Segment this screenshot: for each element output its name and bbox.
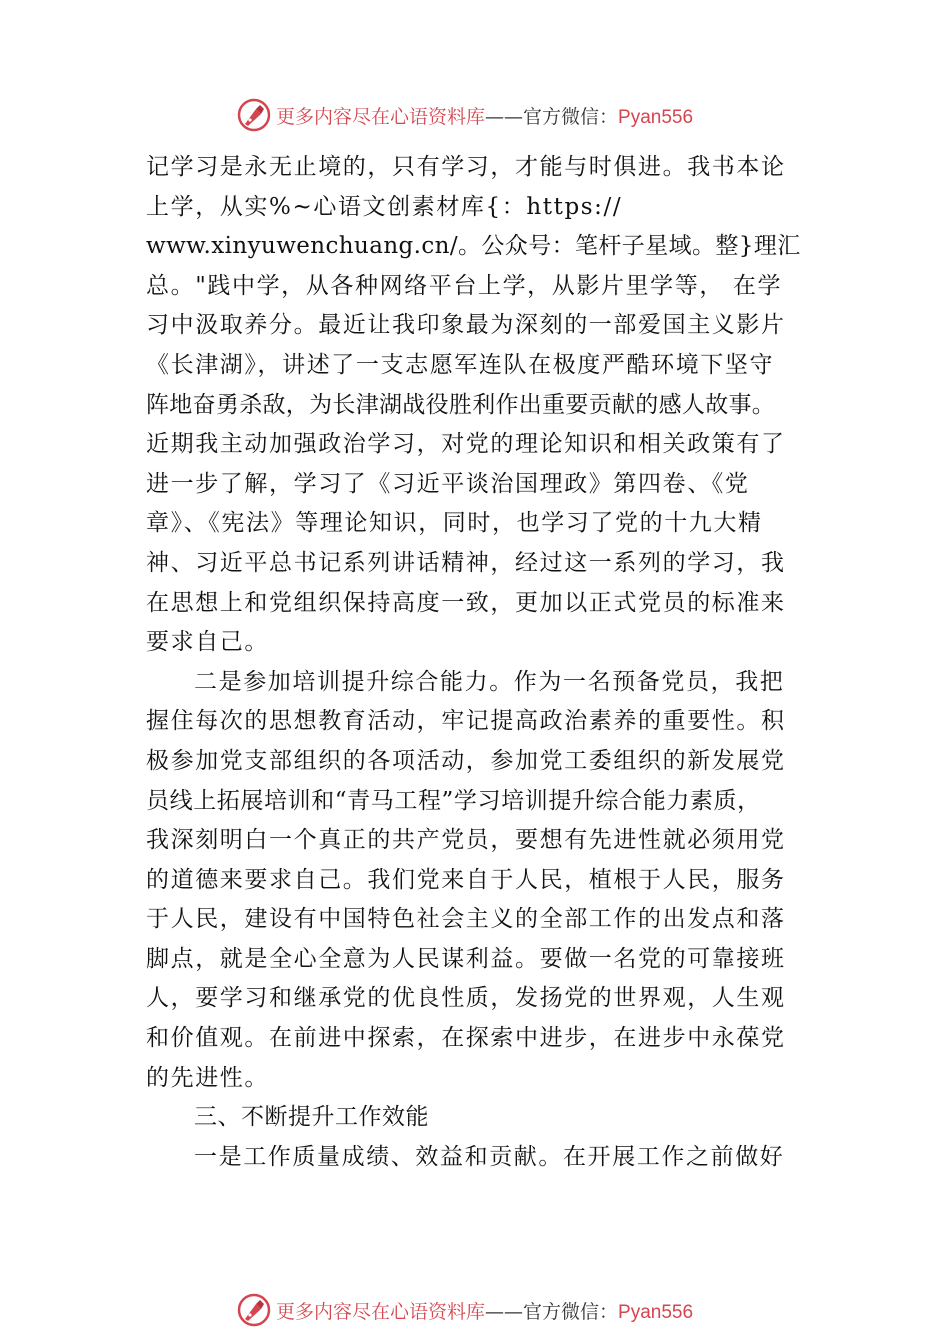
footer-banner — [236, 1290, 756, 1330]
header-title: 更多内容尽在心语资料库 — [276, 105, 486, 128]
body-line: 我深刻明白一个真正的共产党员，要想有先进性就必须用党 — [146, 827, 786, 854]
footer-wechat-label: 官方微信： — [523, 1300, 619, 1323]
body-line: 章》、《宪法》等理论知识，同时，也学习了党的十九大精 — [146, 510, 763, 537]
body-line: 的先进性。 — [146, 1064, 269, 1091]
header-banner — [236, 95, 756, 135]
header-wechat-label: 官方微信： — [523, 105, 619, 128]
body-line: 于人民，建设有中国特色社会主义的全部工作的出发点和落 — [146, 906, 786, 933]
body-line: 脚点，就是全心全意为人民谋利益。要做一名党的可靠接班 — [146, 945, 786, 972]
body-line: 总。"践中学，从各种网络平台上学，从影片里学等， 在学 — [146, 272, 783, 299]
pen-nib-icon — [236, 1292, 272, 1328]
body-line: 和价值观。在前进中探索，在探索中进步，在进步中永葆党 — [146, 1025, 786, 1052]
body-line: 上学，从实%~心语文创素材库{：https:// — [146, 193, 623, 220]
body-line: 的道德来要求自己。我们党来自于人民，植根于人民，服务 — [146, 866, 786, 893]
section-heading: 三、不断提升工作效能 — [194, 1104, 429, 1131]
body-line: 阵地奋勇杀敌，为长津湖战役胜利作出重要贡献的感人故事。 — [146, 391, 776, 418]
footer-title: 更多内容尽在心语资料库 — [276, 1300, 486, 1323]
body-line: 要求自己。 — [146, 629, 269, 656]
pen-nib-icon — [236, 97, 272, 133]
header-wechat-id: Pyan556 — [618, 106, 694, 128]
body-line: 极参加党支部组织的各项活动，参加党工委组织的新发展党 — [146, 747, 786, 774]
paragraph-start-line: 二是参加培训提升综合能力。作为一名预备党员，我把 — [194, 668, 785, 695]
body-line: 《长津湖》，讲述了一支志愿军连队在极度严酷环境下坚守 — [146, 351, 775, 378]
body-line: 记学习是永无止境的，只有学习，才能与时俱进。我书本论 — [146, 154, 786, 180]
footer-text — [276, 1297, 693, 1324]
header-dash: —— — [485, 105, 524, 128]
footer-dash: —— — [485, 1300, 524, 1323]
body-line: 员线上拓展培训和“青马工程”学习培训提升综合能力素质， — [146, 787, 761, 814]
body-line: www.xinyuwenchuang.cn/。公众号：笔杆子星域。整}理汇 — [146, 233, 801, 260]
body-line: 在思想上和党组织保持高度一致，更加以正式党员的标准来 — [146, 589, 786, 616]
body-line: 人，要学习和继承党的优良性质，发扬党的世界观，人生观 — [146, 985, 786, 1012]
body-line: 神、习近平总书记系列讲话精神，经过这一系列的学习，我 — [146, 549, 786, 576]
body-line: 近期我主动加强政治学习，对党的理论知识和相关政策有了 — [146, 431, 786, 458]
body-line: 习中汲取养分。最近让我印象最为深刻的一部爱国主义影片 — [146, 312, 786, 339]
body-line: 进一步了解，学习了《习近平谈治国理政》第四卷、《党 — [146, 470, 750, 497]
document-body — [146, 148, 826, 1177]
body-line: 握住每次的思想教育活动，牢记提高政治素养的重要性。积 — [146, 708, 786, 735]
paragraph-start-line: 一是工作质量成绩、效益和贡献。在开展工作之前做好 — [194, 1143, 785, 1170]
header-text — [276, 102, 693, 129]
footer-wechat-id: Pyan556 — [618, 1301, 694, 1323]
